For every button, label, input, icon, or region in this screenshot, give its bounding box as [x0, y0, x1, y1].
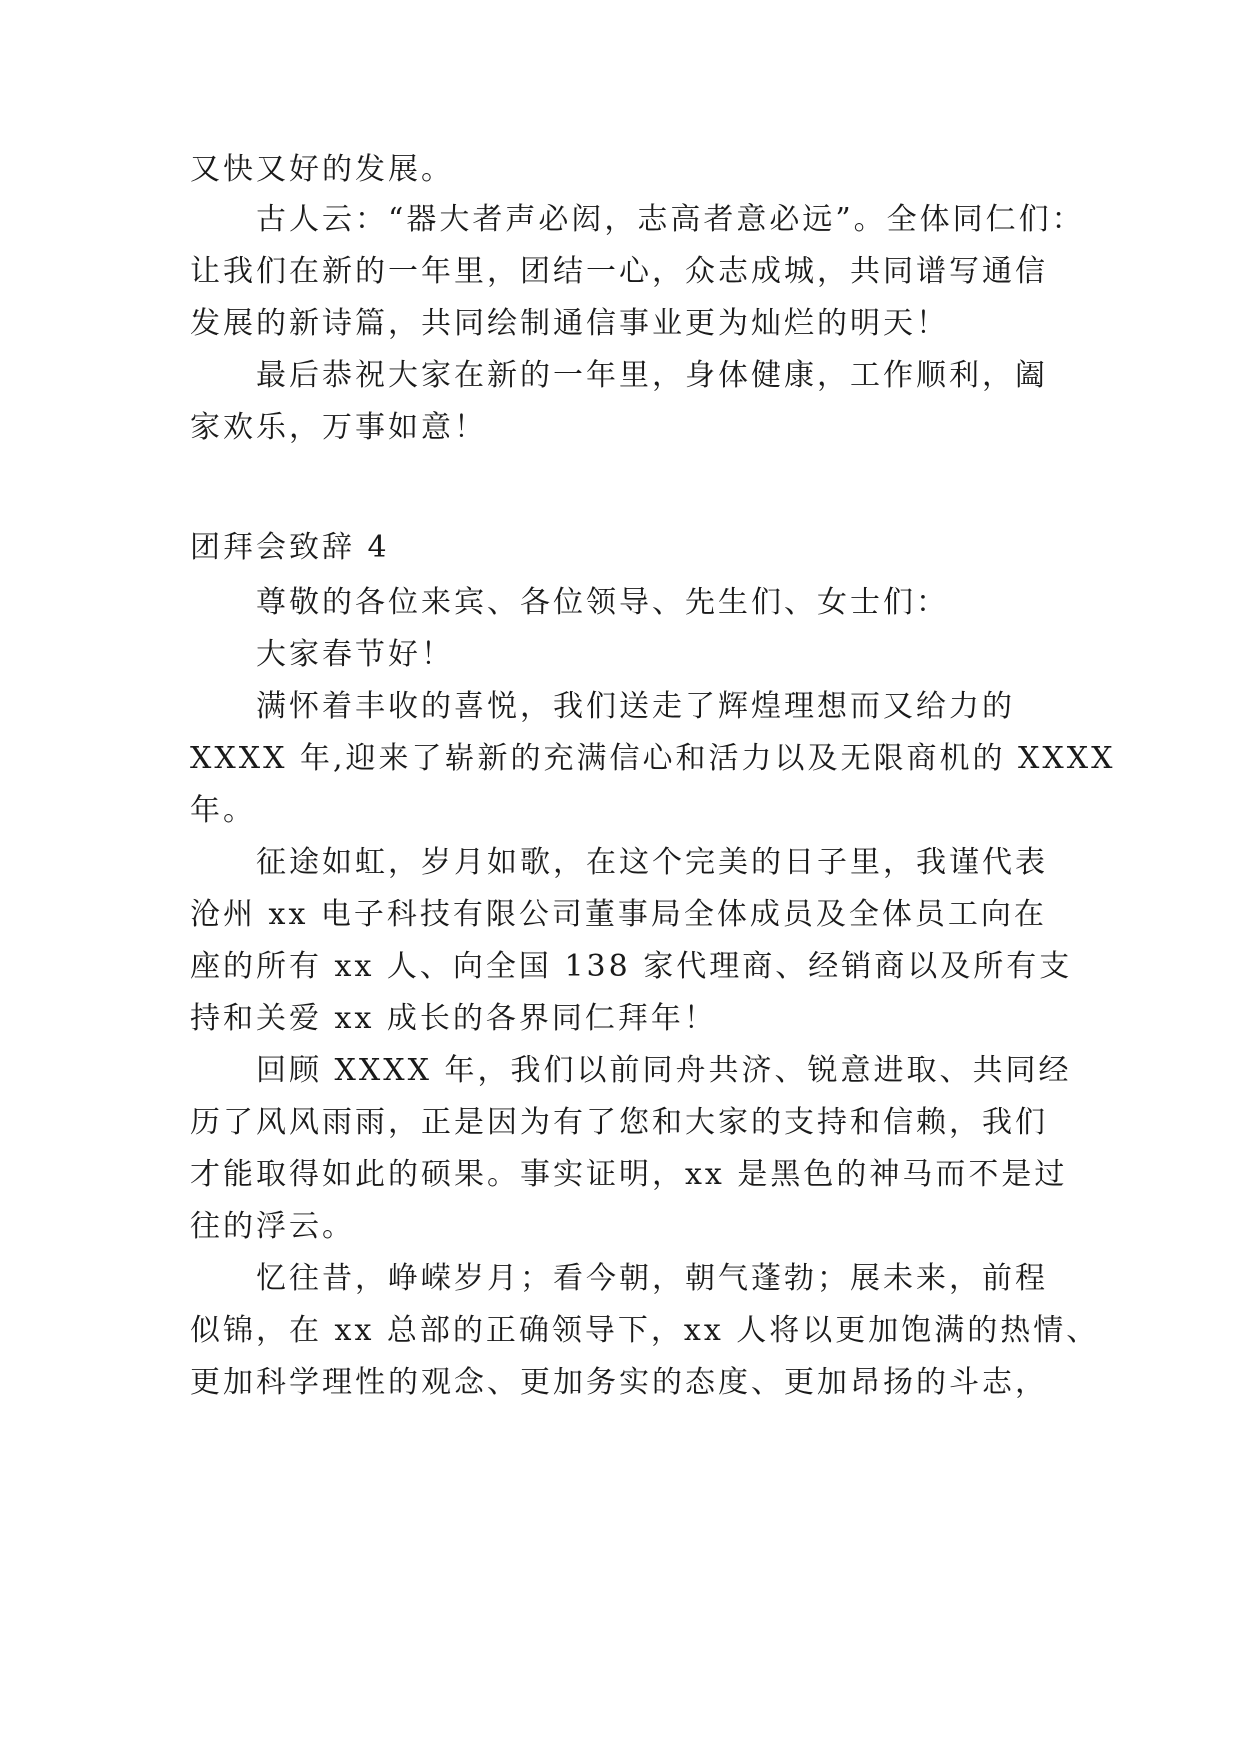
text-line: 年。	[190, 793, 256, 828]
text-line: 让我们在新的一年里，团结一心，众志成城，共同谱写通信	[190, 254, 1048, 289]
text-line: 最后恭祝大家在新的一年里，身体健康，工作顺利，阖	[256, 358, 1048, 393]
text-line: 发展的新诗篇，共同绘制通信事业更为灿烂的明天！	[190, 306, 949, 341]
text-line: 持和关爱 xx 成长的各界同仁拜年！	[190, 1001, 717, 1036]
text-line: 似锦，在 xx 总部的正确领导下，xx 人将以更加饱满的热情、	[190, 1313, 1100, 1348]
text-line: 更加科学理性的观念、更加务实的态度、更加昂扬的斗志，	[190, 1365, 1048, 1400]
text-line: 往的浮云。	[190, 1209, 355, 1244]
text-line: 忆往昔，峥嵘岁月；看今朝，朝气蓬勃；展未来，前程	[256, 1261, 1048, 1296]
text-line: 征途如虹，岁月如歌，在这个完美的日子里，我谨代表	[256, 845, 1048, 880]
text-line: 回顾 XXXX 年，我们以前同舟共济、锐意进取、共同经	[256, 1053, 1072, 1088]
text-line: XXXX 年,迎来了崭新的充满信心和活力以及无限商机的 XXXX	[190, 741, 1116, 776]
text-line: 尊敬的各位来宾、各位领导、先生们、女士们：	[256, 585, 949, 620]
text-line: 古人云：“器大者声必闳，志高者意必远”。全体同仁们：	[256, 202, 1085, 237]
text-line: 才能取得如此的硕果。事实证明，xx 是黑色的神马而不是过	[190, 1157, 1068, 1192]
section-heading: 团拜会致辞 4	[190, 530, 390, 565]
text-line: 又快又好的发展。	[190, 152, 454, 187]
text-line: 座的所有 xx 人、向全国 138 家代理商、经销商以及所有支	[190, 949, 1073, 984]
text-line: 满怀着丰收的喜悦，我们送走了辉煌理想而又给力的	[256, 689, 1015, 724]
text-line: 大家春节好！	[256, 637, 454, 672]
text-line: 历了风风雨雨，正是因为有了您和大家的支持和信赖，我们	[190, 1105, 1048, 1140]
text-line: 家欢乐，万事如意！	[190, 410, 487, 445]
text-line: 沧州 xx 电子科技有限公司董事局全体成员及全体员工向在	[190, 897, 1047, 932]
